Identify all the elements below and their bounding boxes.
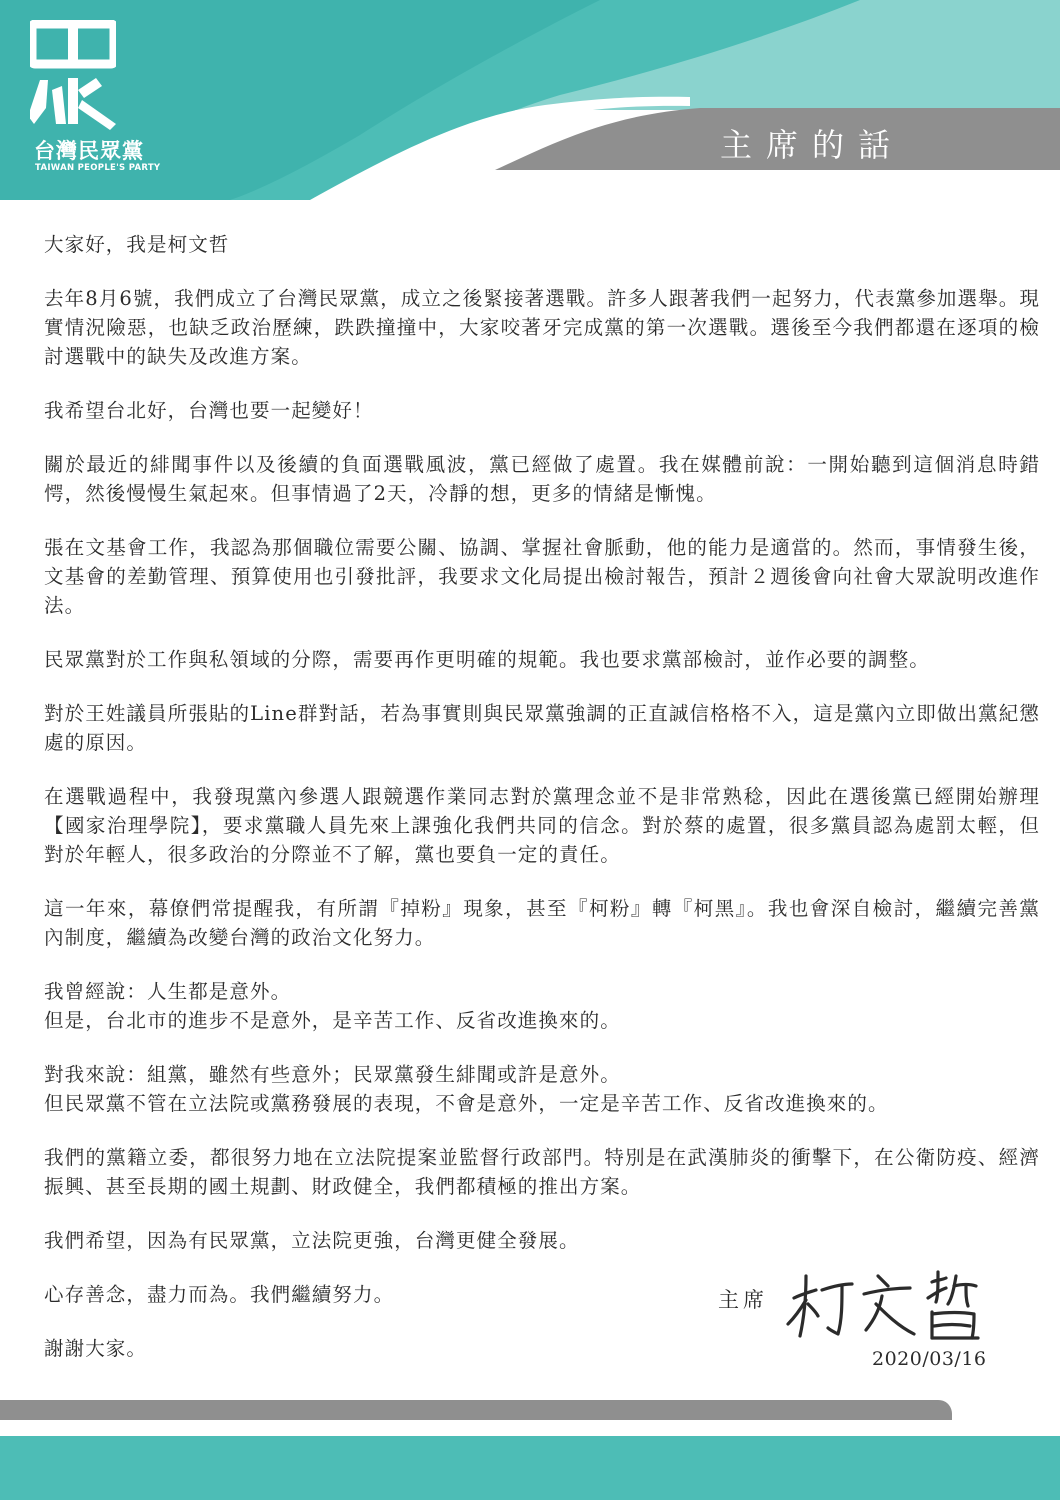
party-name: 台灣民眾黨 <box>34 139 144 163</box>
header-banner <box>0 0 1060 200</box>
party-logo <box>30 20 160 180</box>
footer-graphic <box>0 1400 1060 1500</box>
letter-paragraph: 對於王姓議員所張貼的Line群對話，若為事實則與民眾黨強調的正直誠信格格不入，這是黨內立即做出黨紀懲處的原因。 <box>44 702 1040 754</box>
letter-paragraph: 心存善念，盡力而為。我們繼續努力。 <box>44 1283 395 1306</box>
letter-paragraph: 在選戰過程中，我發現黨內參選人跟競選作業同志對於黨理念並不是非常熟稔，因此在選後黨已經開始辦理【國家治理學院】，要求黨職人員先來上課強化我們共同的信念。對於蔡的處置，很多黨員認為處罰太輕，但對於年輕人，很多政治的分際並不了解，黨也要負一定的責任。 <box>44 785 1040 866</box>
party-name-english: TAIWAN PEOPLE'S PARTY <box>35 163 161 173</box>
letter-paragraph: 但是，台北市的進步不是意外，是辛苦工作、反省改進換來的。 <box>44 1009 621 1032</box>
signature-date: 2020/03/16 <box>872 1348 987 1370</box>
letter-paragraph: 關於最近的緋聞事件以及後續的負面選戰風波，黨已經做了處置。我在媒體前說：一開始聽到這個消息時錯愕，然後慢慢生氣起來。但事情過了2天，冷靜的想，更多的情緒是慚愧。 <box>44 453 1040 505</box>
footer-band <box>0 1400 1060 1500</box>
letter-paragraph: 我們的黨籍立委，都很努力地在立法院提案並監督行政部門。特別是在武漢肺炎的衝擊下，在公衛防疫、經濟振興、甚至長期的國土規劃、財政健全，我們都積極的推出方案。 <box>44 1146 1040 1198</box>
letter-paragraph: 我曾經說：人生都是意外。 <box>44 980 292 1003</box>
signature-title: 主席 <box>718 1288 768 1312</box>
letter-paragraph: 這一年來，幕僚們常提醒我，有所謂『掉粉』現象，甚至『柯粉』轉『柯黑』。我也會深自檢討，繼續完善黨內制度，繼續為改變台灣的政治文化努力。 <box>44 897 1040 949</box>
letter-body <box>44 230 1040 1388</box>
letter-paragraph: 我希望台北好，台灣也要一起變好！ <box>44 399 374 422</box>
letter-paragraph: 但民眾黨不管在立法院或黨務發展的表現，不會是意外，一定是辛苦工作、反省改進換來的。 <box>44 1092 889 1115</box>
letter-greeting: 大家好，我是柯文哲 <box>44 233 230 256</box>
letter-paragraph: 去年8月6號，我們成立了台灣民眾黨，成立之後緊接著選戰。許多人跟著我們一起努力，代表黨參加選舉。現實情況險惡，也缺乏政治歷練，跌跌撞撞中，大家咬著牙完成黨的第一次選戰。選後至今我們都還在逐項的檢討選戰中的缺失及改進方案。 <box>44 287 1040 368</box>
party-emblem-icon <box>30 20 116 130</box>
handwritten-signature <box>782 1268 1002 1348</box>
letter-paragraph: 我們希望，因為有民眾黨，立法院更強，台灣更健全發展。 <box>44 1229 580 1252</box>
letter-paragraph: 對我來說：組黨，雖然有些意外；民眾黨發生緋聞或許是意外。 <box>44 1063 621 1086</box>
signature-block <box>718 1268 1018 1378</box>
letter-closing: 謝謝大家。 <box>44 1337 148 1360</box>
letter-paragraph: 民眾黨對於工作與私領域的分際，需要再作更明確的規範。我也要求黨部檢討，並作必要的調整。 <box>44 648 930 671</box>
letter-paragraph: 張在文基會工作，我認為那個職位需要公關、協調、掌握社會脈動，他的能力是適當的。然而，事情發生後，文基會的差勤管理、預算使用也引發批評，我要求文化局提出檢討報告，預計２週後會向社會大眾說明改進作法。 <box>44 536 1040 617</box>
page-title: 主席的話 <box>720 126 905 164</box>
